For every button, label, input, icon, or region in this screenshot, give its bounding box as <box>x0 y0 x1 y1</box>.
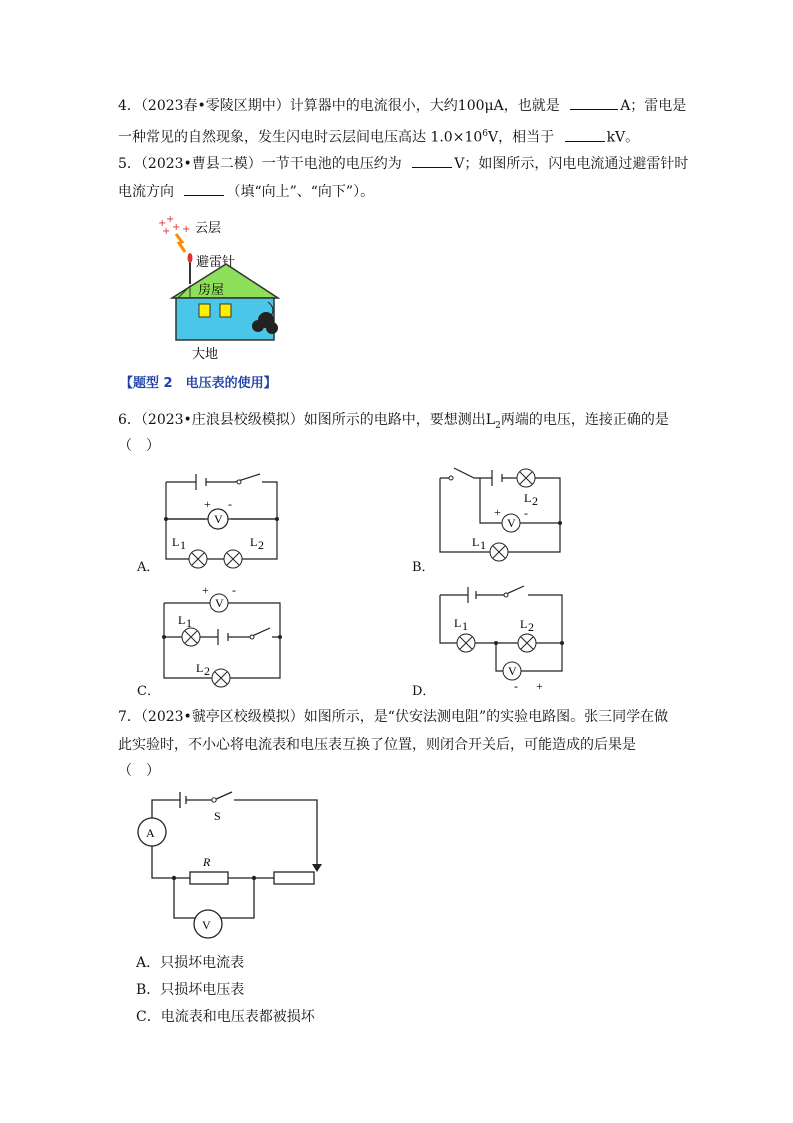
rheostat <box>274 872 314 884</box>
svg-text:2: 2 <box>532 494 538 508</box>
house-window-left <box>199 304 210 317</box>
svg-text:+: + <box>158 218 167 229</box>
svg-text:+: + <box>494 505 501 519</box>
svg-text:1: 1 <box>462 619 468 633</box>
svg-text:1: 1 <box>180 538 186 552</box>
q7-choice-a[interactable]: A．只损坏电流表 <box>136 955 245 971</box>
switch-label: S <box>214 809 221 823</box>
svg-text:L: L <box>172 535 180 549</box>
ammeter-icon <box>138 818 166 846</box>
q7-line-3: （ ） <box>118 763 160 779</box>
circuit-a <box>160 474 285 574</box>
q6-line-2: （ ） <box>118 438 160 454</box>
q5-text-1a: 5．（2023•曹县二模）一节干电池的电压约为 <box>118 156 402 172</box>
svg-text:V: V <box>214 512 223 526</box>
svg-text:L: L <box>196 661 204 675</box>
q5-text-1b: V；如图所示，闪电电流通过避雷针时 <box>454 156 689 172</box>
svg-text:V: V <box>507 516 516 530</box>
voltmeter-icon <box>210 594 228 612</box>
q4-blank-1[interactable] <box>570 95 618 110</box>
q7-figure-circuit <box>136 790 326 945</box>
circuit-c <box>160 583 285 690</box>
svg-text:1: 1 <box>186 616 192 630</box>
svg-text:+: + <box>172 222 181 233</box>
rod-tip-icon <box>188 253 193 263</box>
svg-text:+: + <box>182 224 191 235</box>
lightning-bolt-icon <box>176 234 185 252</box>
svg-text:+: + <box>202 583 209 597</box>
fig-label-ground: 大地 <box>192 347 219 362</box>
q7-choice-c[interactable]: C．电流表和电压表都被损坏 <box>136 1009 315 1025</box>
q4-blank-2[interactable] <box>565 127 605 142</box>
q4-text-2b: V，相当于 <box>488 129 555 146</box>
svg-text:2: 2 <box>258 538 264 552</box>
svg-text:+: + <box>166 214 175 225</box>
q4-text-2c: kV。 <box>606 129 640 146</box>
fig-label-house: 房屋 <box>198 283 225 298</box>
lamp-icon <box>224 550 242 568</box>
lamp-icon <box>490 543 508 561</box>
q5-blank-1[interactable] <box>412 153 452 168</box>
q6-line-1 <box>118 410 669 436</box>
svg-text:-: - <box>228 497 232 511</box>
slider-arrow-icon <box>312 864 322 872</box>
q6-text-1end: 两端的电压，连接正确的是 <box>500 412 669 428</box>
lamp-icon <box>518 634 536 652</box>
svg-text:-: - <box>232 583 236 597</box>
svg-text:-: - <box>514 679 518 693</box>
q6-sub: 2 <box>495 420 501 431</box>
circuit-b <box>440 466 565 556</box>
q6-option-d[interactable]: D． <box>412 684 436 699</box>
voltmeter-icon <box>503 662 521 680</box>
svg-text:+: + <box>162 226 171 237</box>
svg-text:A: A <box>146 826 155 840</box>
voltmeter-icon <box>194 910 222 938</box>
svg-text:1: 1 <box>480 538 486 552</box>
q5-text-2a: 电流方向 <box>118 184 174 200</box>
lamp-icon <box>182 628 200 646</box>
svg-text:+: + <box>204 497 211 511</box>
lamp-icon <box>457 634 475 652</box>
q4-exponent: 6 <box>482 129 488 139</box>
resistor-r <box>190 872 228 884</box>
svg-text:-: - <box>524 506 528 520</box>
q6-option-c[interactable]: C． <box>137 684 160 699</box>
fig-label-cloud: 云层 <box>195 221 222 236</box>
q4-line-1 <box>118 95 686 116</box>
q7-choice-b[interactable]: B．只损坏电压表 <box>136 982 245 998</box>
q6-text-1: 6．（2023•庄浪县校级模拟）如图所示的电路中，要想测出L <box>118 412 496 428</box>
cloud-sparks-icon <box>158 214 190 237</box>
svg-text:L: L <box>472 535 480 549</box>
q5-text-2b: （填“向上”、“向下”）。 <box>226 184 375 200</box>
house-window-right <box>220 304 231 317</box>
house-roof <box>172 264 278 298</box>
lamp-icon <box>189 550 207 568</box>
q4-text-1a: 4．（2023春•零陵区期中）计算器中的电流很小，大约100μA，也就是 <box>118 98 560 114</box>
svg-text:L: L <box>178 613 186 627</box>
resistor-label: R <box>203 855 211 869</box>
svg-text:2: 2 <box>528 620 534 634</box>
voltmeter-icon <box>502 514 520 532</box>
svg-text:V: V <box>202 918 211 932</box>
svg-text:V: V <box>508 664 517 678</box>
svg-text:V: V <box>215 596 224 610</box>
q6-option-b[interactable]: B． <box>412 560 435 575</box>
svg-text:L: L <box>524 491 532 505</box>
q6-option-a[interactable]: A． <box>137 560 160 575</box>
lamp-icon <box>517 469 535 487</box>
q4-text-1b: A；雷电是 <box>620 98 687 114</box>
lamp-icon <box>212 669 230 687</box>
svg-text:2: 2 <box>204 664 210 678</box>
svg-text:+: + <box>536 679 543 693</box>
q5-line-2 <box>118 181 374 202</box>
q4-text-2a: 一种常见的自然现象，发生闪电时云层间电压高达 1.0×10 <box>118 129 483 146</box>
q5-blank-2[interactable] <box>184 181 224 196</box>
svg-text:L: L <box>250 535 258 549</box>
circuit-d <box>440 586 570 692</box>
q7-line-1: 7．（2023•虢亭区校级模拟）如图所示，是“伏安法测电阻”的实验电路图。张三同学在做 <box>118 709 669 725</box>
q5-line-1 <box>118 153 688 174</box>
fig-label-rod: 避雷针 <box>196 255 236 270</box>
section-heading: 【题型 2 电压表的使用】 <box>120 376 277 391</box>
q4-line-2 <box>118 124 639 148</box>
q5-figure-house <box>150 212 290 362</box>
svg-text:L: L <box>454 616 462 630</box>
svg-text:L: L <box>520 617 528 631</box>
voltmeter-icon <box>208 509 228 529</box>
q7-line-2: 此实验时，不小心将电流表和电压表互换了位置，则闭合开关后，可能造成的后果是 <box>118 737 636 753</box>
